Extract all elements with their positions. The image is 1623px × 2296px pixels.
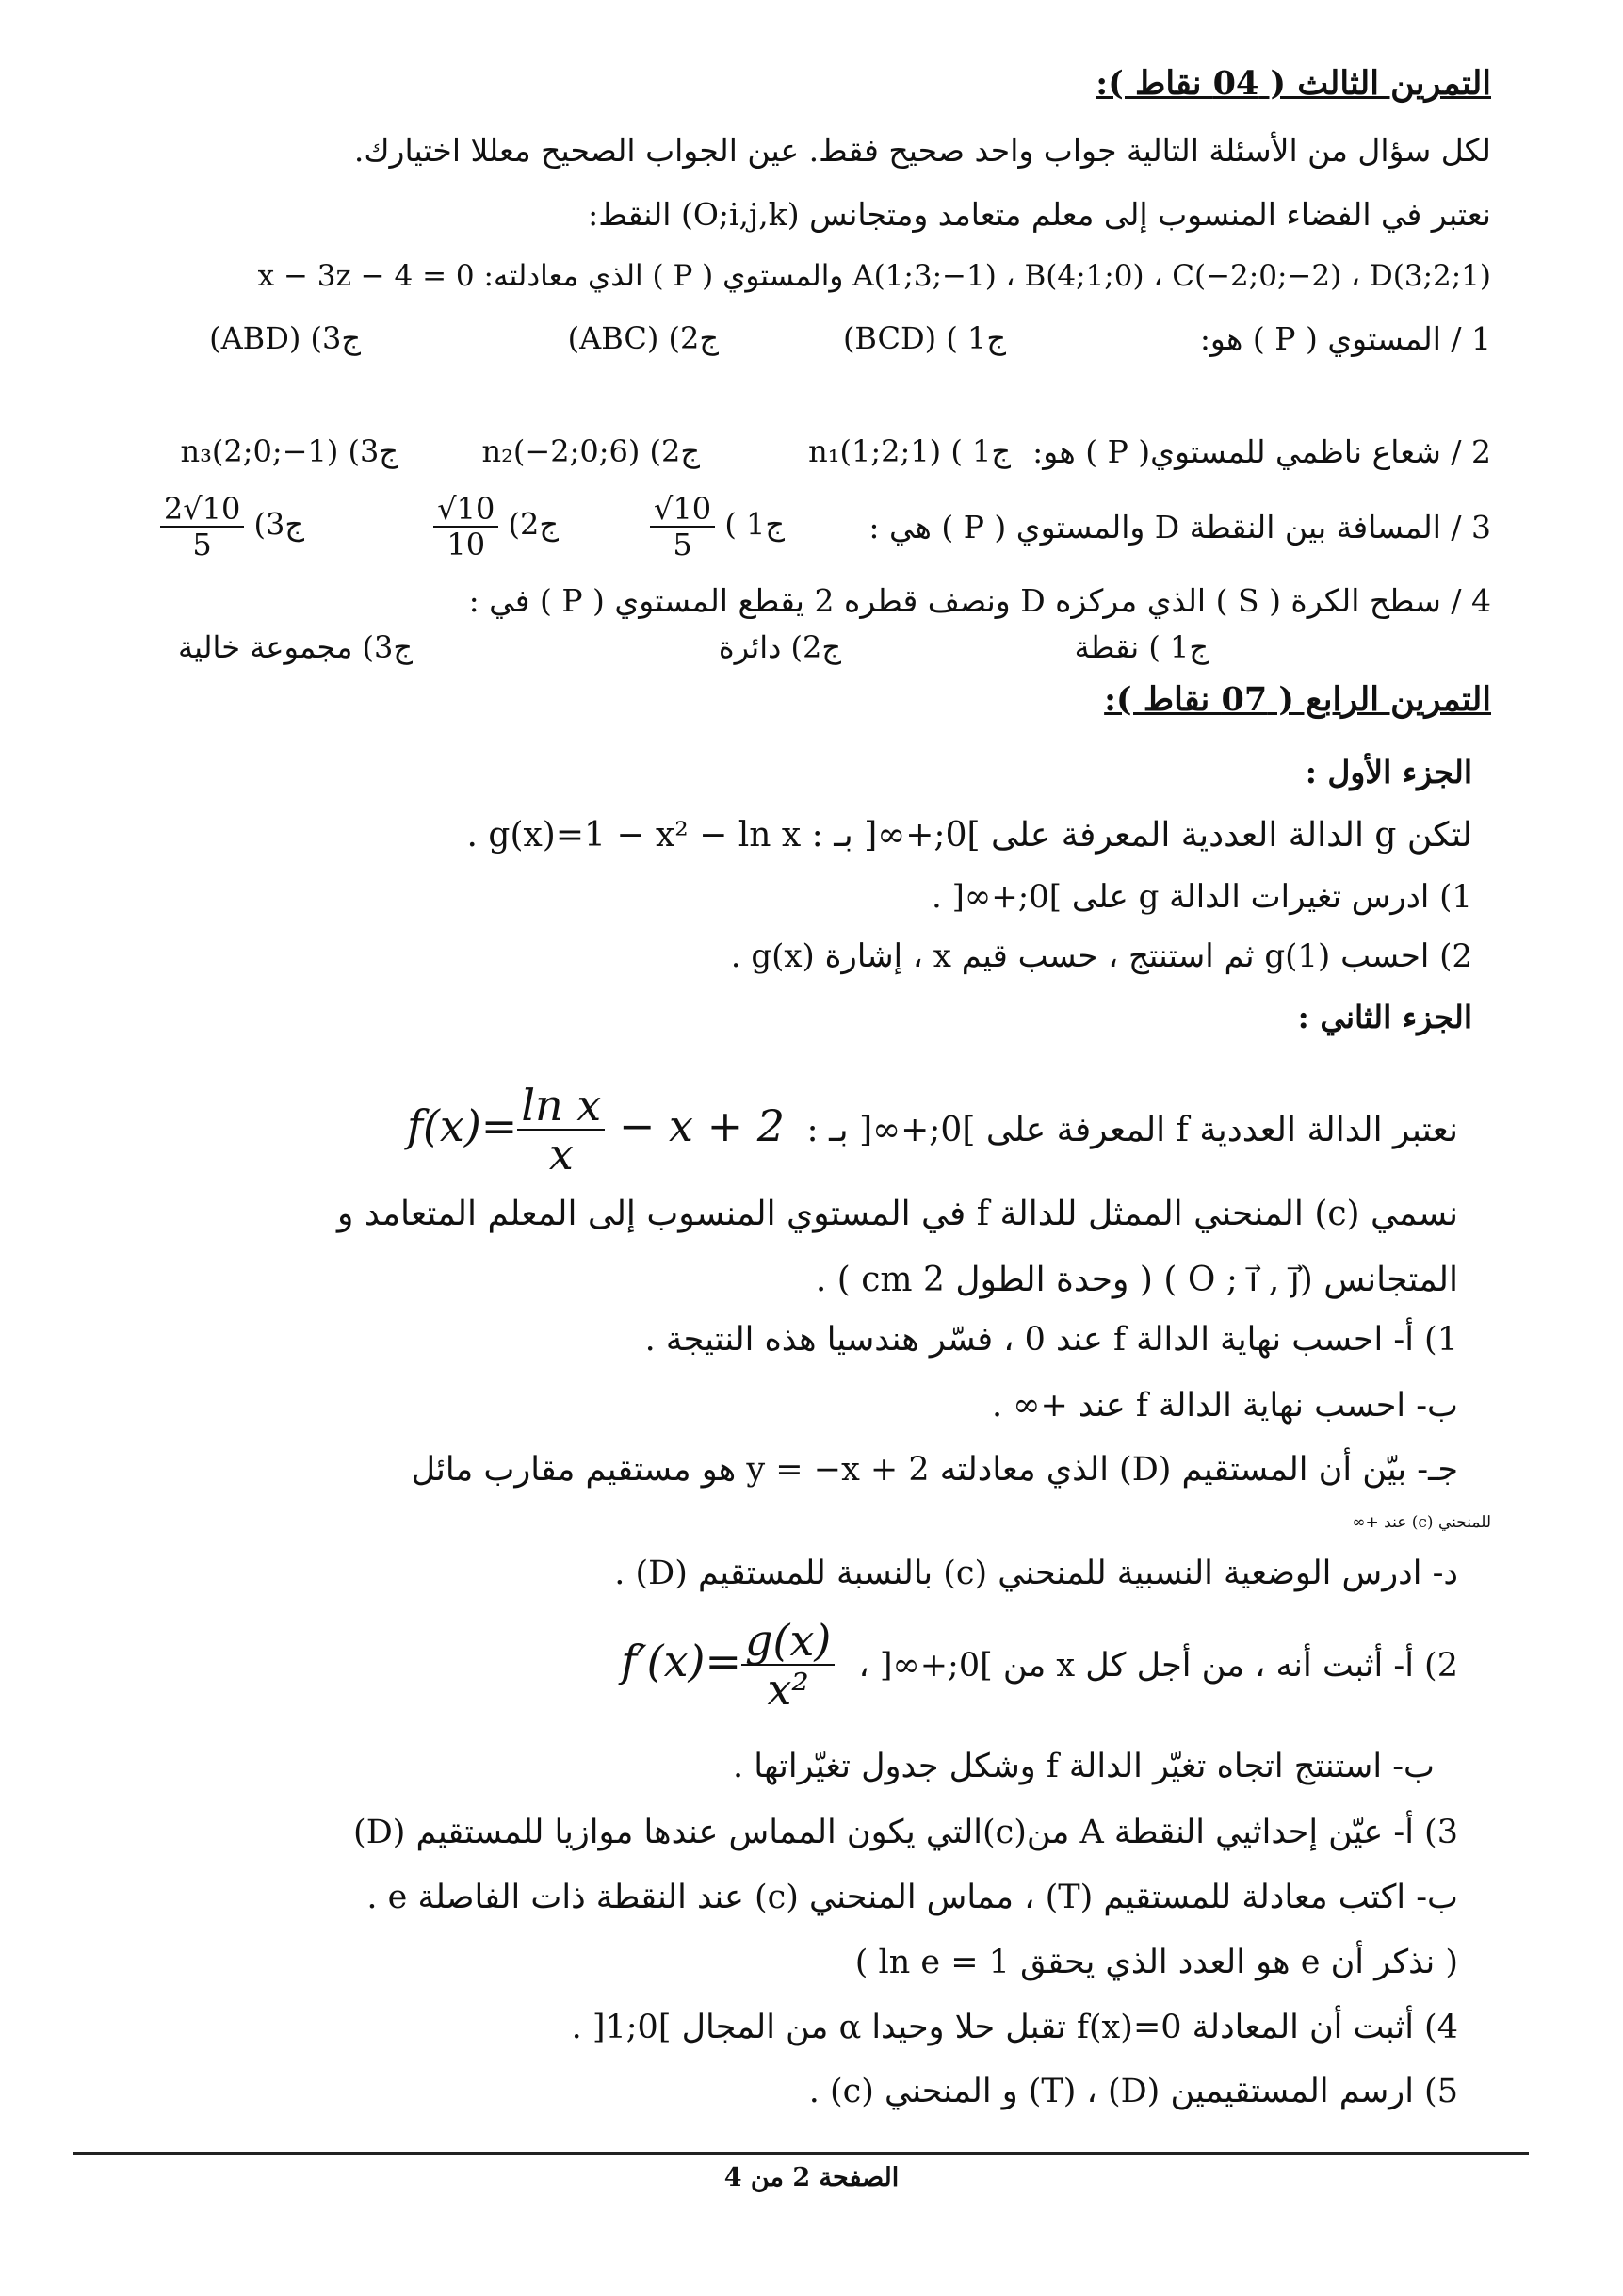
function-f-domain-text: نعتبر الدالة العددية f المعرفة على ]0;+∞[ بـ : (806, 1111, 1458, 1149)
question3a: 3) أ- عيّن إحداثيي النقطة A من(c)التي يكون المماس عندها موازيا للمستقيم (D) (353, 1814, 1458, 1851)
exercise3-title: التمرين الثالث ( 04 نقاط ): (1096, 64, 1491, 103)
footer-divider (73, 2152, 1529, 2155)
question2b: ب- استنتج اتجاه تغيّر الدالة f وشكل جدول تغيّراتها . (733, 1748, 1435, 1785)
fraction-denominator: x (548, 1129, 574, 1180)
question1a: 1) أ- احسب نهاية الدالة f عند 0 ، فسّر هندسيا هذه النتيجة . (644, 1321, 1458, 1359)
question3-reminder: ( نذكر أن e هو العدد الذي يحقق ln e = 1 ) (854, 1944, 1458, 1981)
question1-option2: ج2) (ABC) (567, 320, 719, 356)
question3b: ب- اكتب معادلة للمستقيم (T) ، مماس المنحني (c) عند النقطة ذات الفاصلة e . (366, 1879, 1458, 1916)
question1b: ب- احسب نهاية الدالة f عند +∞ . (992, 1387, 1458, 1425)
part2-title: الجزء الثاني : (1297, 999, 1472, 1035)
formula-lhs: f(x)= (406, 1100, 518, 1151)
question3-option1-fraction (650, 491, 715, 562)
question4-option1: ج1 ) نقطة (1074, 629, 1209, 665)
fraction-denominator: x² (767, 1664, 809, 1715)
question3-option2-label: ج2) (508, 506, 559, 543)
part1-title: الجزء الأول : (1305, 754, 1472, 790)
part1-question1: 1) ادرس تغيرات الدالة g على ]0;+∞[ . (932, 878, 1472, 916)
question1d: د- ادرس الوضعية النسبية للمنحني (c) بالنسبة للمستقيم (D) . (614, 1555, 1458, 1592)
question1c-continuation: للمنحني (c) عند +∞ (1352, 1513, 1491, 1532)
formula-lhs: f′(x)= (621, 1636, 742, 1686)
exercise3-intro: لكل سؤال من الأسئلة التالية جواب واحد صحيح فقط. عين الجواب الصحيح معللا اختيارك. (353, 132, 1491, 169)
fraction-numerator: √10 (650, 494, 715, 528)
fraction-denominator: 10 (446, 527, 486, 562)
question2a-text: 2) أ- أثبت أنه ، من أجل كل x من ]0;+∞[ ، (858, 1647, 1458, 1685)
fraction-denominator: 5 (673, 527, 692, 562)
fraction-numerator: √10 (433, 494, 498, 528)
exercise3-frame-statement: نعتبر في الفضاء المنسوب إلى معلم متعامد ومتجانس (O;i,j,k) النقط: (588, 196, 1491, 233)
question4-text: 4 / سطح الكرة ( S ) الذي مركزه D ونصف قطره 2 يقطع المستوي ( P ) في : (468, 582, 1491, 619)
exercise4-title: التمرين الرابع ( 07 نقاط ): (1104, 680, 1491, 719)
derivative-formula (621, 1615, 835, 1715)
question3-text: 3 / المسافة بين النقطة D والمستوي ( P ) هي : (868, 509, 1491, 546)
question3-option2 (433, 491, 559, 562)
question4-option3: ج3) مجموعة خالية (177, 629, 413, 665)
question4-option2: ج2) دائرة (718, 629, 841, 665)
question2a (621, 1615, 1458, 1715)
question2-text: 2 / شعاع ناظمي للمستوي( P ) هو: (1032, 433, 1491, 470)
question3-option1-label: ج1 ) (724, 506, 785, 543)
question1-option3: ج3) (ABD) (209, 320, 361, 356)
question2-option1: ج1 ) n₁(1;2;1) (808, 433, 1011, 469)
part1-question2: 2) احسب g(1) ثم استنتج ، حسب قيم x ، إشارة g(x) . (730, 937, 1472, 975)
formula-rhs: − x + 2 (618, 1100, 786, 1151)
part1-function-g-definition: لتكن g الدالة العددية المعرفة على ]0;+∞[ بـ : g(x)=1 − x² − ln x . (466, 816, 1472, 855)
question2-option2: ج2) n₂(−2;0;6) (481, 433, 700, 469)
question2-option3: ج3) n₃(2;0;−1) (180, 433, 398, 469)
question3-option3 (160, 491, 304, 562)
question4: 4) أثبت أن المعادلة f(x)=0 تقبل حلا وحيدا α من المجال ]0;1[ . (571, 2009, 1458, 2046)
fraction-numerator: g(x) (741, 1619, 835, 1666)
question3-option1 (650, 491, 785, 562)
question1-text: 1 / المستوي ( P ) هو: (1199, 320, 1491, 357)
formula-fraction (741, 1615, 835, 1715)
formula-fraction (517, 1080, 605, 1180)
fraction-numerator: 2√10 (160, 494, 244, 528)
question3-option3-fraction (160, 491, 244, 562)
question1-option1: ج1 ) (BCD) (842, 320, 1006, 356)
question3-option3-label: ج3) (253, 506, 304, 543)
question5: 5) ارسم المستقيمين (D) ، (T) و المنحني (c) . (808, 2073, 1458, 2110)
question1c: جـ- بيّن أن المستقيم (D) الذي معادلته y = −x + 2 هو مستقيم مقارب مائل (411, 1451, 1458, 1489)
page-number: الصفحة 2 من 4 (723, 2163, 900, 2192)
question3-option2-fraction (433, 491, 498, 562)
exercise3-points: A(1;3;−1) ، B(4;1;0) ، C(−2;0;−2) ، D(3;2;1) والمستوي ( P ) الذي معادلته: x − 3z − 4 = 0 (257, 259, 1491, 293)
curve-definition-line2: المتجانس (O ; i⃗ , j⃗ ) ( وحدة الطول 2 cm ) . (815, 1261, 1458, 1299)
fraction-denominator: 5 (192, 527, 212, 562)
function-f-formula (406, 1080, 786, 1180)
fraction-numerator: ln x (517, 1083, 605, 1131)
part2-function-f-definition (406, 1080, 1458, 1180)
curve-definition-line1: نسمي (c) المنحني الممثل للدالة f في المستوي المنسوب إلى المعلم المتعامد و (337, 1195, 1458, 1233)
